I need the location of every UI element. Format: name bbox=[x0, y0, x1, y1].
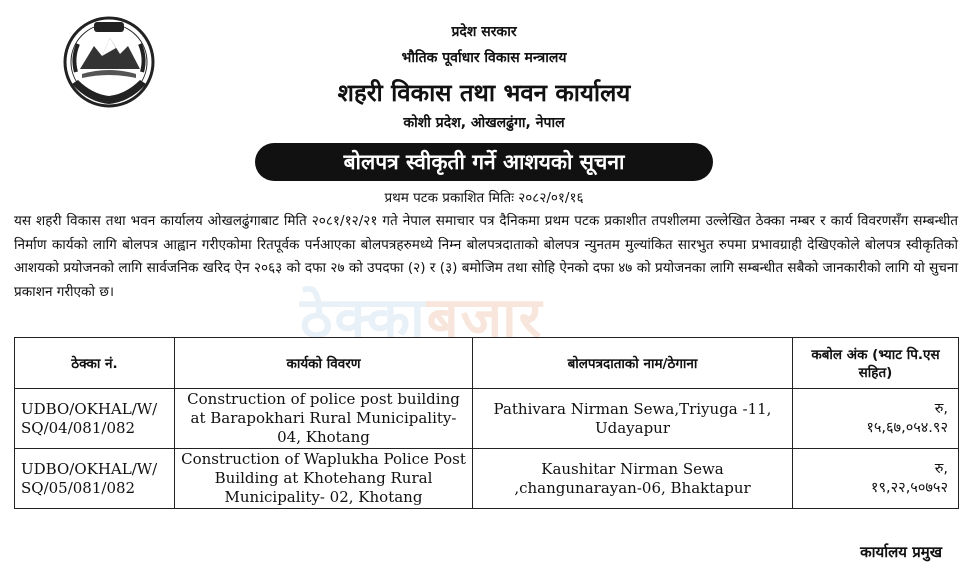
watermark-part1: ठेक्का bbox=[300, 286, 427, 351]
published-date: प्रथम पटक प्रकाशित मितिः २०८२/०१/१६ bbox=[384, 190, 584, 206]
ministry-label: भौतिक पूर्वाधार विकास मन्त्रालय bbox=[401, 50, 567, 66]
bid-amount: १९,२२,५०७५२ bbox=[870, 479, 948, 496]
table-row bbox=[15, 389, 959, 449]
office-address: कोशी प्रदेश, ओखलढुंगा, नेपाल bbox=[403, 115, 565, 131]
office-title: शहरी विकास तथा भवन कार्यालय bbox=[337, 79, 631, 107]
currency-label: रु, bbox=[934, 460, 948, 477]
work-description: Construction of police post building at Barapokhari Rural Municipality-04, Khotang bbox=[175, 389, 473, 449]
notice-body: यस शहरी विकास तथा भवन कार्यालय ओखलढुंगाबाट मिति २०८१/१२/२१ गते नेपाल समाचार पत्र दैनिकमा प्रथम पटक प्रकाशीत तपशीलमा उल्लेखित ठेक्का नम्बर र कार्य विवरणसँग सम्बन्धीत निर्माण कार्यको लागि बोलपत्र आह्वान गरीएकोमा रितपूर्वक पर्नआएका बोलपत्रहरुमध्ये निम्न बोलपत्रदाताको बोलपत्र न्युनतम मुल्यांकित सारभुत रुपमा प्रभावग्राही देखिएकोले बोलपत्र स्वीकृतिको आशयको प्रयोजनको लागि सार्वजनिक खरिद ऐन २०६३ को दफा २७ को उपदफा (२) र (३) बमोजिम तथा सोहि ऐनको दफा ४७ को प्रयोजनका लागि सम्बन्धीत सबैको जानकारीको लागि यो सुचना प्रकाशन गरीएको छ। bbox=[14, 213, 958, 300]
bid-amount-cell bbox=[793, 449, 959, 509]
watermark-part2: बजार bbox=[426, 286, 544, 351]
office-chief-signature: कार्यालय प्रमुख bbox=[860, 543, 942, 561]
column-header: बोलपत्रदाताको नाम/ठेगाना bbox=[473, 338, 793, 389]
column-header: कबोल अंक (भ्याट पि.एस सहित) bbox=[793, 338, 959, 389]
bidder-name: Kaushitar Nirman Sewa ,changunarayan-06, Bhaktapur bbox=[473, 449, 793, 509]
table-header-row bbox=[15, 338, 959, 389]
province-government-label: प्रदेश सरकार bbox=[451, 24, 517, 40]
bid-table bbox=[14, 337, 959, 509]
contract-number: UDBO/OKHAL/W/ SQ/05/081/082 bbox=[15, 449, 175, 509]
bid-amount-cell bbox=[793, 389, 959, 449]
table-row bbox=[15, 449, 959, 509]
work-description: Construction of Waplukha Police Post Building at Khotehang Rural Municipality- 02, Khotang bbox=[175, 449, 473, 509]
bidder-name: Pathivara Nirman Sewa,Triyuga -11, Udayapur bbox=[473, 389, 793, 449]
bid-amount: १५,६७,०५४.९२ bbox=[866, 419, 948, 436]
contract-number: UDBO/OKHAL/W/ SQ/04/081/082 bbox=[15, 389, 175, 449]
column-header: ठेक्का नं. bbox=[15, 338, 175, 389]
currency-label: रु, bbox=[934, 400, 948, 417]
column-header: कार्यको विवरण bbox=[175, 338, 473, 389]
notice-title-banner: बोलपत्र स्वीकृती गर्ने आशयको सूचना bbox=[255, 143, 713, 181]
